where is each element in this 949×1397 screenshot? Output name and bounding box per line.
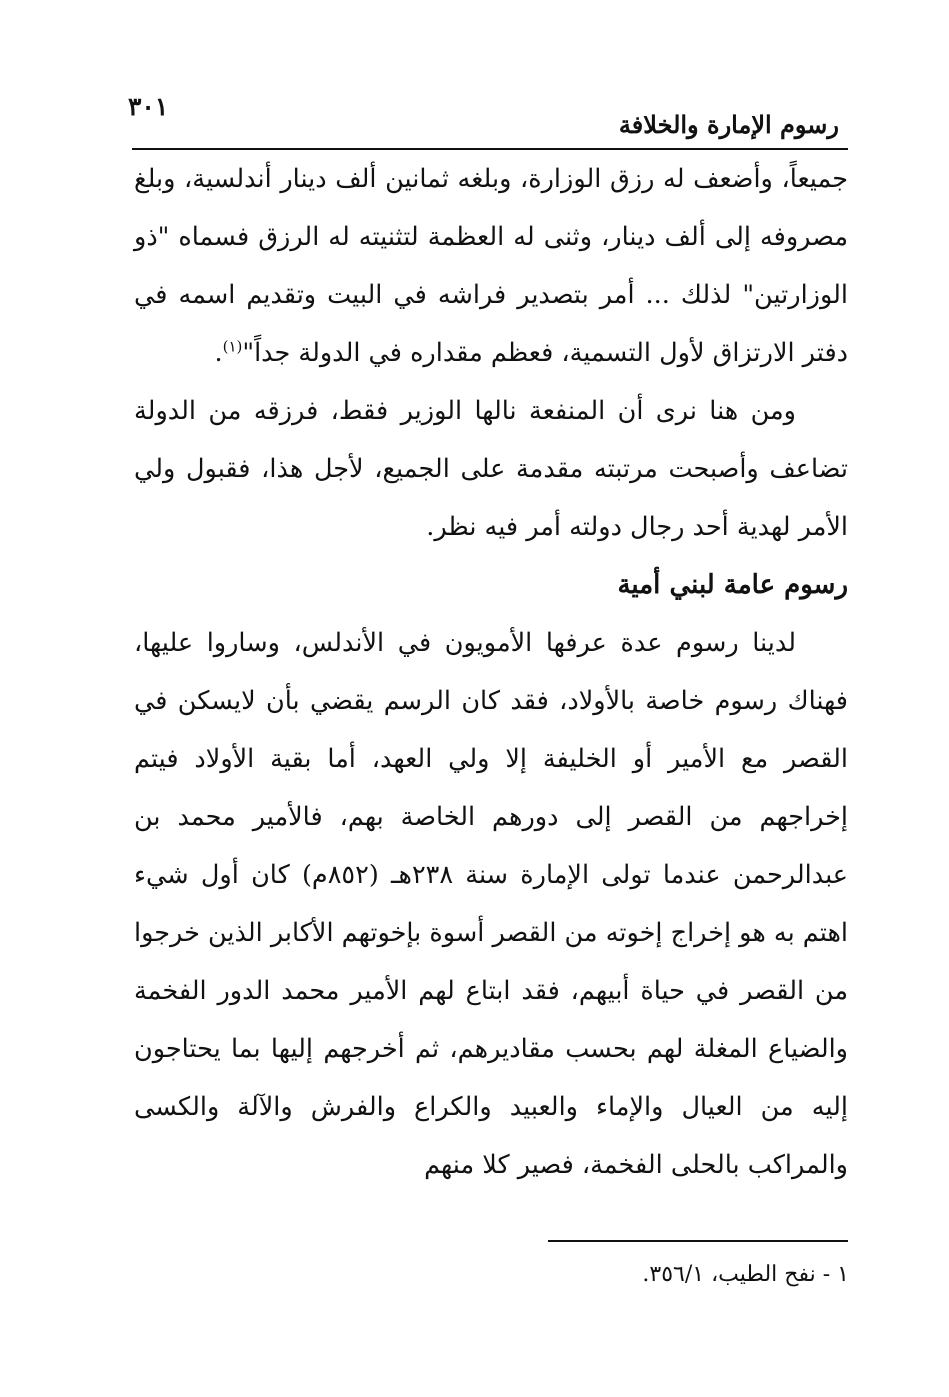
body-text [134,150,848,1194]
running-header-title: رسوم الإمارة والخلافة [618,110,839,139]
footnote [249,1262,849,1287]
footnote-separator: - [822,1262,831,1287]
paragraph-3: لدينا رسوم عدة عرفها الأمويون في الأندلس، وساروا عليها، فهناك رسوم خاصة بالأولاد، فقد كان الرسم يقضي بأن لايسكن في القصر مع الأمير أو الخليفة إلا ولي العهد، أما بقية الأولاد فيتم إخراجهم من القصر إلى دورهم الخاصة بهم، فالأمير محمد بن عبدالرحمن عندما تولى الإمارة سنة ٢٣٨هـ (٨٥٢م) كان أول شيء اهتم به هو إخراج إخوته من القصر أسوة بإخوتهم الأكابر الذين خرجوا من القصر في حياة أبيهم، فقد ابتاع لهم الأمير محمد الدور الفخمة والضياع المغلة لهم بحسب مقاديرهم، ثم أخرجهم إليها بما يحتاجون إليه من العيال والإماء والعبيد والكراع والفرش والآلة والكسى والمراكب بالحلى الفخمة، فصير كلا منهم [134,628,848,1180]
paragraph-1-text: جميعاً، وأضعف له رزق الوزارة، وبلغه ثمانين ألف دينار أندلسية، وبلغ مصروفه إلى ألف دينار، وثنى له العظمة لتثنيته له الرزق فسماه "ذو الوزارتين" لذلك ... أمر بتصدير فراشه في البيت وتقديم اسمه في دفتر الارتزاق لأول التسمية، فعظم مقداره في الدولة جداً" [134,164,848,368]
section-heading: رسوم عامة لبني أمية [617,570,848,600]
page-number: ٣٠١ [128,92,169,121]
footnote-number: ١ [837,1262,849,1287]
paragraph-continued [134,150,848,382]
paragraph-1-end: . [214,338,223,368]
footnote-text: نفح الطيب، ٣٥٦/١. [642,1262,816,1287]
footnote-reference-mark: (١) [222,337,243,356]
footnote-rule [548,1240,848,1242]
paragraph-2: ومن هنا نرى أن المنفعة نالها الوزير فقط، فرزقه من الدولة تضاعف وأصبحت مرتبته مقدمة على الجميع، لأجل هذا، فقبول ولي الأمر لهدية أحد رجال دولته أمر فيه نظر. [134,396,848,542]
